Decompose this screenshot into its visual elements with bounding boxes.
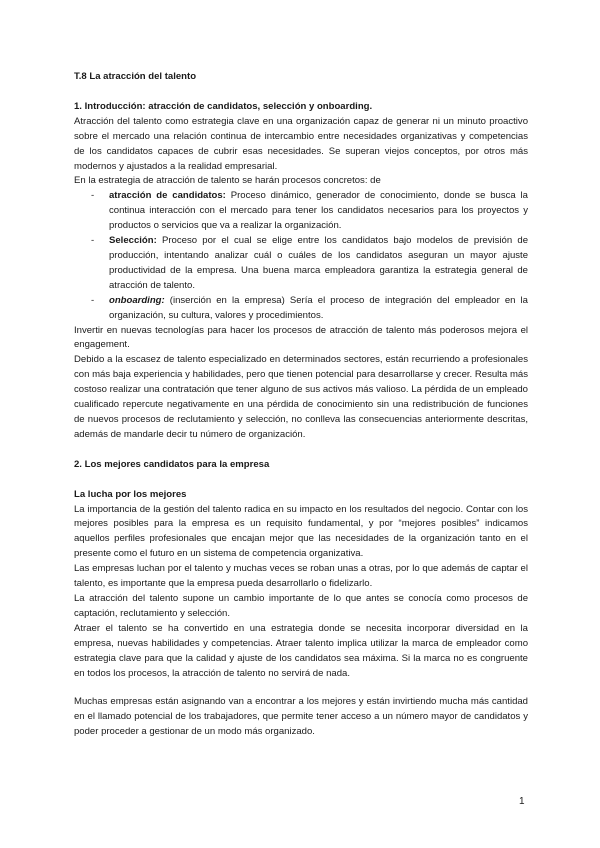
list-item-selection [74,234,528,294]
list-item-onboarding [74,294,528,324]
section2-subheading: La lucha por los mejores [74,488,187,500]
section2-paragraph-3: La atracción del talento supone un cambio importante de lo que antes se conocía como procesos de captación, reclutamiento y selección. [74,593,528,619]
section2-paragraph-1: La importancia de la gestión del talento radica en su impacto en los resultados del negocio. Contar con los mejores posibles para la empresa es un requisito fundamental, y por “mejores posibles” indicamos aquellos perfiles profesionales que encajan mejor que las necesidades de la organización tanto en el presente como el futuro en un sistema de competencia organizativa. [74,503,528,560]
section1-heading: 1. Introducción: atracción de candidatos, selección y onboarding. [74,100,373,112]
bullet-dash: - [91,294,95,306]
list-term: Selección: [109,235,157,247]
section1-paragraph-4: Debido a la escasez de talento especializado en determinados sectores, están recurriendo a profesionales con más baja experiencia y habilidades, pero que tienen potencial para desarrollarse y crecer. Resulta más costoso realizar una contratación que tener alguno de sus activos más valioso. La pérdida de un empleado cualificado repercute negativamente en una pérdida de conocimiento sin una redistribución de funciones de nuevos procesos de reclutamiento y selección, no conlleva las consecuencias anteriormente descritas, además de mandarle decir tu número de organización. [74,354,528,440]
bullet-dash: - [91,190,95,202]
list-text: Proceso por el cual se elige entre los candidatos bajo modelos de previsión de producción, intentando analizar cuál o cuáles de los candidatos aseguran un mayor ajuste productividad de la empresa. Una buena marca empleadora garantiza la estrategia general de atracción de talento. [109,235,528,291]
section2-paragraph-5: Muchas empresas están asignando van a encontrar a los mejores y están invirtiendo mucha más cantidad en el llamado potencial de los trabajadores, que permite tener acceso a un número mayor de candidatos y poder proceder a gestionar de un modo más organizado. [74,696,528,738]
section2-paragraph-4: Atraer el talento se ha convertido en una estrategia donde se necesita incorporar diversidad en la empresa, nuevas habilidades y competencias. Atraer talento implica utilizar la marca de empleador como estrategia clave para que la calidad y ajuste de los candidatos sea máxima. Si la marca no es congruente en todos los procesos, la atracción de talento no servirá de nada. [74,622,528,679]
list-term: atracción de candidatos: [109,190,226,202]
section2-heading: 2. Los mejores candidatos para la empresa [74,458,270,470]
list-term: onboarding: [109,294,165,306]
list-item-attraction [74,189,528,234]
section1-paragraph-2: En la estrategia de atracción de talento se harán procesos concretos: de [74,175,381,187]
document-title: T.8 La atracción del talento [74,71,197,82]
process-list [74,189,528,323]
list-text: (inserción en la empresa) Sería el proceso de integración del empleador en la organización, su cultura, valores y procedimientos. [109,294,528,321]
section1-paragraph-1: Atracción del talento como estrategia clave en una organización capaz de generar ni un minuto proactivo sobre el mercado una relación continua de intercambio entre necesidades organizativas y competencias de los candidatos capaces de cubrir esas necesidades. Se superan viejos conceptos, por otros más modernos y ajustados a la realidad empresarial. [74,115,528,172]
bullet-dash: - [91,235,95,247]
section1-paragraph-3: Invertir en nuevas tecnologías para hacer los procesos de atracción de talento más poderosos mejora el engagement. [74,324,528,351]
page-number: 1 [519,796,525,807]
document-page [74,70,528,740]
list-text: Proceso dinámico, generador de conocimiento, donde se busca la continua interacción con el mercado para tener los candidatos necesarios para los proyectos y productos o servicios que va a realizar la organización. [109,190,528,232]
section2-paragraph-2: Las empresas luchan por el talento y muchas veces se roban unas a otras, por lo que además de captar el talento, es importante que la empresa pueda desarrollarlo o fidelizarlo. [74,563,528,590]
